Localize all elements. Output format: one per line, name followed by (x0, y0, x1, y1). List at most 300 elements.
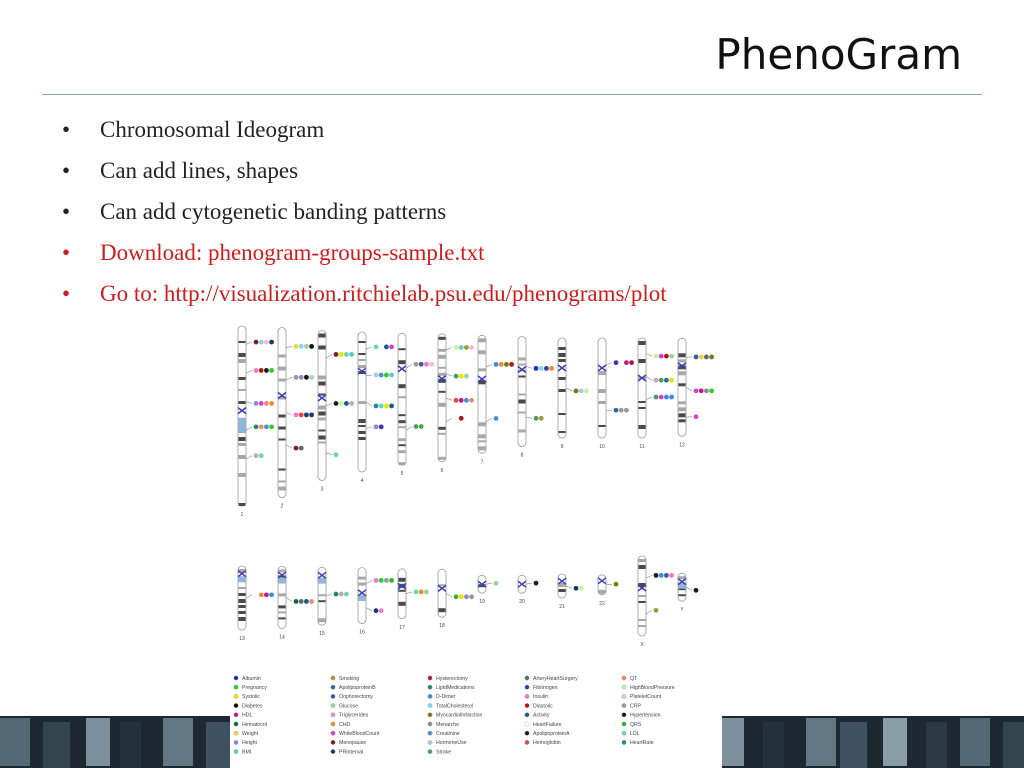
cytoband (239, 443, 246, 446)
legend-swatch (428, 740, 432, 744)
phenotype-dot (419, 590, 424, 595)
locus-line (246, 402, 252, 404)
chromosome-label: 11 (639, 444, 645, 450)
phenotype-dot (669, 395, 674, 400)
cytoband (559, 413, 566, 415)
cytoband (439, 427, 446, 430)
legend-label: Oophorectomy (339, 694, 374, 701)
cytoband (559, 431, 566, 433)
cytoband (279, 439, 286, 441)
cytoband (359, 437, 366, 440)
phenotype-dot (259, 368, 264, 373)
locus-line (366, 608, 372, 611)
locus-line (646, 354, 652, 357)
band-panel (43, 722, 70, 768)
chromosome-label: 20 (519, 599, 525, 606)
bullet-list (62, 112, 667, 317)
phenotype-dot (294, 412, 299, 417)
chromosome-16 (358, 568, 394, 636)
phenotype-dot (619, 360, 624, 365)
phenotype-dot (389, 373, 394, 378)
phenotype-dot (299, 375, 304, 380)
legend-label: HDL (242, 712, 253, 719)
chromosome-body (398, 569, 406, 619)
locus-line (286, 377, 292, 380)
legend-label: Activity (533, 712, 550, 719)
locus-line (526, 583, 532, 584)
locus-line (486, 418, 492, 421)
chromosome-label: X (640, 642, 644, 648)
cytoband (519, 412, 526, 414)
legend-label: LipidMedications (436, 685, 475, 691)
locus-line (606, 584, 612, 585)
chromosome-22 (598, 575, 618, 607)
phenotype-dot (454, 594, 459, 599)
band-panel (806, 718, 836, 766)
phenotype-dot (294, 599, 299, 604)
chromosome-label: 18 (439, 623, 445, 630)
band-panel (883, 718, 907, 766)
cytoband (519, 358, 526, 361)
cytoband (559, 389, 566, 392)
phenotype-dot (654, 378, 659, 383)
locus-line (366, 427, 372, 429)
phenotype-dot (544, 366, 549, 371)
cytoband (239, 587, 246, 589)
phenotype-dot (304, 375, 309, 380)
phenotype-dot (374, 608, 379, 613)
chromosome-8 (518, 337, 554, 459)
phenotype-dot (509, 362, 514, 367)
cytoband (319, 436, 326, 440)
phenotype-dot (254, 453, 259, 458)
legend-swatch (525, 722, 529, 726)
legend-label: HormoneUse (436, 740, 467, 747)
phenotype-dot (424, 362, 429, 367)
highlight-band (319, 578, 326, 584)
highlight-band (359, 595, 366, 601)
cytoband (479, 434, 486, 438)
cytoband (399, 590, 406, 592)
cytoband (359, 341, 366, 343)
cytoband (439, 608, 446, 612)
cytoband (399, 396, 406, 398)
legend-label: Diastolic (533, 703, 553, 710)
cytoband (279, 605, 286, 608)
chromosome-label: 2 (280, 503, 284, 510)
phenotype-dot (294, 344, 299, 349)
cytoband (439, 349, 446, 352)
phenotype-dot (299, 344, 304, 349)
bullet-dot-icon: • (62, 117, 71, 142)
cytoband (279, 355, 286, 358)
chromosome-4 (358, 332, 394, 484)
cytoband (239, 611, 246, 614)
phenotype-dot (499, 362, 504, 367)
legend-swatch (525, 731, 529, 735)
chromosome-13 (238, 566, 274, 642)
cytoband (399, 578, 406, 582)
phenogram-ideogram (230, 320, 722, 768)
locus-line (686, 417, 692, 418)
phenotype-dot (659, 573, 664, 578)
cytoband (479, 338, 486, 342)
legend-label: Systolic (242, 694, 260, 701)
cytoband (279, 617, 286, 619)
phenotype-dot (349, 352, 354, 357)
phenotype-dot (574, 389, 579, 394)
cytoband (399, 444, 406, 446)
phenotype-dot (494, 362, 499, 367)
phenotype-dot (379, 608, 384, 613)
legend-label: LDL (630, 731, 640, 737)
phenotype-dot (264, 592, 269, 597)
phenotype-dot (414, 424, 419, 429)
locus-line (406, 427, 412, 431)
cytoband (599, 389, 606, 393)
phenotype-dot (344, 401, 349, 406)
legend-label: ArteryHeartSurgery (533, 675, 578, 682)
legend-swatch (622, 722, 626, 726)
cytoband (359, 365, 366, 368)
phenotype-dot (534, 366, 539, 371)
phenotype-dot (694, 414, 699, 419)
slide-title: PhenoGram (715, 30, 962, 79)
locus-line (366, 375, 372, 376)
cytoband (519, 376, 526, 378)
highlight-band (239, 576, 246, 582)
cytoband (559, 359, 566, 362)
legend-swatch (234, 731, 238, 735)
bullet-text: Chromosomal Ideogram (100, 117, 325, 142)
chromosome-9 (558, 338, 589, 450)
cytoband (399, 414, 406, 416)
phenotype-dot (269, 424, 274, 429)
phenotype-dot (379, 373, 384, 378)
cytoband (599, 401, 606, 404)
phenotype-dot (334, 592, 339, 597)
cytoband (519, 364, 526, 366)
locus-line (246, 427, 252, 430)
phenotype-dot (709, 355, 714, 360)
phenotype-dot (379, 404, 384, 409)
band-panel (86, 718, 110, 766)
chromosome-18 (438, 569, 474, 629)
cytoband (439, 373, 446, 376)
cytoband (679, 401, 686, 404)
cytoband (639, 565, 646, 569)
phenotype-dot (619, 408, 624, 413)
phenotype-dot (304, 412, 309, 417)
locus-line (646, 377, 652, 381)
phenotype-dot (454, 398, 459, 403)
chromosome-label: 6 (440, 467, 444, 474)
cytoband (279, 481, 286, 483)
phenotype-dot (699, 355, 704, 360)
phenotype-dot (464, 374, 469, 379)
phenotype-dot (379, 578, 384, 583)
bullet-item-url[interactable] (62, 276, 667, 317)
locus-line (566, 388, 572, 391)
cytoband (679, 419, 686, 422)
chromosome-body (278, 328, 286, 498)
phenotype-legend (234, 676, 675, 756)
legend-label: D-Dimer (436, 694, 456, 701)
bullet-text: Can add cytogenetic banding patterns (100, 199, 447, 224)
phenotype-dot (539, 366, 544, 371)
cytoband (439, 391, 446, 393)
phenotype-dot (664, 573, 669, 578)
chromosome-20 (518, 575, 538, 605)
phenotype-dot (389, 404, 394, 409)
phenotype-dot (614, 408, 619, 413)
legend-swatch (428, 694, 432, 698)
locus-line (526, 417, 532, 418)
cytoband (319, 346, 326, 350)
phenotype-dot (494, 581, 499, 586)
phenotype-dot (469, 398, 474, 403)
cytoband (639, 341, 646, 345)
phenotype-dot (494, 416, 499, 421)
phenotype-dot (254, 592, 259, 597)
chromosome-11 (638, 338, 674, 450)
cytoband (439, 355, 446, 359)
cytoband (679, 359, 686, 362)
locus-line (446, 374, 452, 376)
phenotype-dot (264, 340, 269, 345)
phenotype-dot (584, 389, 589, 394)
phenogram-figure (230, 320, 722, 768)
legend-label: Creatinine (436, 731, 460, 737)
phenotype-dot (384, 578, 389, 583)
cytoband (359, 425, 366, 427)
chromosome-label: 7 (480, 459, 484, 466)
cytoband (359, 583, 366, 586)
cytoband (279, 415, 286, 418)
locus-line (286, 413, 292, 415)
chromosome-1 (238, 326, 274, 518)
band-panel (120, 722, 141, 768)
locus-line (526, 366, 532, 368)
chromosome-label: 3 (320, 486, 324, 493)
phenotype-dot (269, 401, 274, 406)
phenotype-dot (344, 592, 349, 597)
legend-swatch (622, 731, 626, 735)
phenotype-dot (579, 389, 584, 394)
phenotype-dot (389, 578, 394, 583)
chromosome-19 (478, 575, 498, 605)
phenotype-dot (549, 366, 554, 371)
cytoband (679, 576, 686, 579)
bullet-item (62, 112, 667, 153)
cytoband (679, 353, 686, 357)
bullet-dot-icon: • (62, 158, 71, 183)
cytoband (519, 394, 526, 396)
phenotype-dot (334, 352, 339, 357)
locus-line (326, 354, 332, 358)
legend-swatch (331, 703, 335, 707)
chromosome-6 (438, 334, 474, 474)
phenotype-dot (269, 368, 274, 373)
locus-line (326, 453, 332, 455)
legend-swatch (234, 713, 238, 717)
phenotype-dot (264, 368, 269, 373)
phenotype-dot (269, 340, 274, 345)
cytoband (599, 590, 606, 594)
legend-label: PlateletCount (630, 694, 662, 701)
locus-line (446, 347, 452, 349)
legend-label: WhiteBloodCount (339, 731, 380, 737)
cytoband (559, 347, 566, 350)
cytoband (279, 427, 286, 430)
cytoband (439, 367, 446, 369)
phenotype-dot (704, 355, 709, 360)
phenotype-dot (654, 395, 659, 400)
legend-swatch (234, 740, 238, 744)
legend-swatch (331, 749, 335, 753)
legend-label: Hypertension (630, 712, 661, 719)
locus-line (686, 387, 692, 391)
bullet-text: Can add lines, shapes (100, 158, 299, 183)
cytoband (279, 593, 286, 596)
phenotype-dot (344, 352, 349, 357)
cytoband (399, 420, 406, 423)
chromosome-17 (398, 569, 429, 631)
phenotype-dot (469, 345, 474, 350)
cytoband (319, 394, 326, 396)
phenotype-dot (384, 344, 389, 349)
phenotype-dot (374, 373, 379, 378)
cytoband (239, 389, 246, 391)
band-panel (720, 718, 744, 766)
locus-line (646, 575, 652, 578)
legend-label: HighBloodPressure (630, 685, 675, 691)
phenotype-dot (709, 388, 714, 393)
phenotype-dot (699, 388, 704, 393)
legend-label: Pregnancy (242, 685, 267, 691)
cytoband (479, 368, 486, 371)
chromosome-5 (398, 333, 434, 477)
legend-swatch (428, 731, 432, 735)
phenotype-dot (669, 573, 674, 578)
phenotype-dot (459, 416, 464, 421)
phenotype-dot (624, 408, 629, 413)
bullet-text: Download: phenogram-groups-sample.txt (100, 240, 485, 265)
locus-line (606, 410, 612, 411)
phenotype-dot (454, 374, 459, 379)
locus-line (486, 364, 492, 366)
cytoband (439, 403, 446, 407)
locus-line (646, 397, 652, 399)
legend-swatch (622, 676, 626, 680)
phenotype-dot (299, 412, 304, 417)
phenotype-dot (259, 453, 264, 458)
cytoband (239, 377, 246, 380)
phenotype-dot (664, 395, 669, 400)
phenotype-dot (534, 581, 539, 586)
legend-label: Hematocrit (242, 721, 268, 728)
highlight-band (279, 578, 286, 584)
phenotype-dot (459, 594, 464, 599)
cytoband (279, 367, 286, 371)
legend-label: QRS (630, 721, 642, 728)
phenotype-dot (659, 354, 664, 359)
cytoband (319, 594, 326, 596)
cytoband (439, 337, 446, 340)
phenotype-dot (374, 404, 379, 409)
bullet-link-text[interactable]: Go to: http://visualization.ritchielab.psu.edu/phenograms/plot (100, 281, 667, 306)
band-panel (1003, 722, 1024, 768)
cytoband (239, 503, 246, 506)
legend-label: MyocardialInfarction (436, 712, 483, 719)
locus-line (246, 595, 252, 598)
phenotype-dot (579, 586, 584, 591)
legend-label: PRInterval (339, 749, 364, 756)
cytoband (439, 457, 446, 460)
chromosome-label: 14 (279, 634, 285, 641)
phenotype-dot (454, 345, 459, 350)
bullet-dot-icon: • (62, 281, 71, 306)
locus-line (246, 342, 252, 344)
legend-swatch (331, 676, 335, 680)
legend-swatch (525, 694, 529, 698)
legend-swatch (331, 685, 335, 689)
chromosome-label: 1 (240, 512, 244, 518)
legend-label: Glucose (339, 703, 359, 710)
locus-line (366, 402, 372, 406)
cytoband (639, 425, 646, 429)
phenotype-dot (654, 608, 659, 613)
phenotype-dot (259, 340, 264, 345)
phenotype-dot (259, 424, 264, 429)
legend-label: TotalCholesterol (436, 703, 474, 710)
locus-line (246, 456, 252, 459)
legend-label: Hemoglobin (533, 740, 561, 747)
legend-swatch (234, 749, 238, 753)
legend-swatch (622, 703, 626, 707)
cytoband (639, 595, 646, 597)
cytoband (399, 462, 406, 465)
cytoband (279, 379, 286, 382)
phenotype-dot (469, 374, 474, 379)
cytoband (239, 359, 246, 363)
locus-line (406, 592, 412, 594)
cytoband (279, 487, 286, 491)
legend-swatch (331, 694, 335, 698)
phenotype-dot (459, 398, 464, 403)
cytoband (239, 599, 246, 603)
legend-swatch (234, 676, 238, 680)
phenotype-dot (384, 404, 389, 409)
phenotype-dot (429, 362, 434, 367)
phenotype-dot (339, 352, 344, 357)
chromosome-label: 12 (679, 442, 685, 449)
chromosome-label: 22 (599, 600, 605, 607)
phenotype-dot (664, 354, 669, 359)
cytoband (319, 430, 326, 432)
phenotype-dot (654, 354, 659, 359)
cytoband (399, 438, 406, 441)
phenotype-dot (694, 588, 699, 593)
legend-swatch (428, 722, 432, 726)
cytoband (359, 419, 366, 423)
legend-label: ApolipoproteinB (339, 685, 376, 691)
cytoband (279, 611, 286, 613)
phenotype-dot (694, 388, 699, 393)
phenotype-dot (339, 592, 344, 597)
cytoband (279, 569, 286, 572)
chromosome-14 (278, 566, 314, 640)
